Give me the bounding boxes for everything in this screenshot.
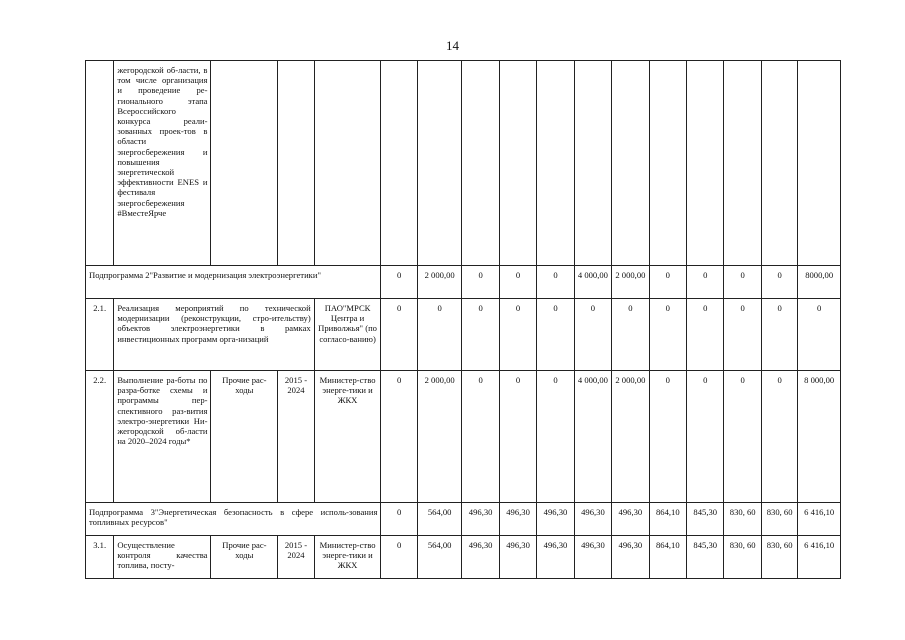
value-cell bbox=[499, 61, 536, 266]
event-name-cell: Реализация мероприятий по технической модернизации (реконструкции, стро-ительству) объектов электроэнергетики в рамках инвестиционных программ орга-низаций bbox=[114, 299, 314, 371]
table-row bbox=[86, 61, 841, 266]
value-cell: 0 bbox=[462, 371, 499, 503]
value-cell: 496,30 bbox=[612, 503, 649, 536]
value-cell: 0 bbox=[381, 503, 417, 536]
value-cell bbox=[462, 61, 499, 266]
table-row bbox=[86, 371, 841, 503]
value-cell bbox=[687, 61, 724, 266]
value-cell: 0 bbox=[761, 299, 797, 371]
event-name-cell: Осуществление контроля качества топлива, посту- bbox=[114, 536, 211, 579]
subprogram-row bbox=[86, 266, 841, 299]
value-cell: 0 bbox=[381, 371, 417, 503]
value-cell: 0 bbox=[649, 299, 686, 371]
value-cell: 0 bbox=[417, 299, 462, 371]
program-table bbox=[85, 60, 841, 579]
event-name-cell: Выполнение ра-боты по разра-ботке схемы и программы пер-спективного раз-вития электро-энергетики Ни-жегородской об-ласти на 2020–2024 годы* bbox=[114, 371, 211, 503]
value-cell bbox=[649, 61, 686, 266]
value-cell: 0 bbox=[381, 299, 417, 371]
period-cell: 2015 - 2024 bbox=[278, 371, 314, 503]
value-cell: 0 bbox=[761, 266, 797, 299]
value-cell: 830, 60 bbox=[761, 503, 797, 536]
value-cell: 0 bbox=[462, 266, 499, 299]
value-cell bbox=[724, 61, 761, 266]
value-cell bbox=[537, 61, 574, 266]
row-number-cell: 3.1. bbox=[86, 536, 114, 579]
value-cell: 0 bbox=[381, 266, 417, 299]
value-cell bbox=[761, 61, 797, 266]
value-cell bbox=[574, 61, 611, 266]
value-cell: 496,30 bbox=[462, 536, 499, 579]
value-cell: 0 bbox=[537, 299, 574, 371]
total-cell: 0 bbox=[798, 299, 841, 371]
value-cell bbox=[381, 61, 417, 266]
value-cell: 0 bbox=[499, 371, 536, 503]
value-cell: 830, 60 bbox=[724, 503, 761, 536]
value-cell: 0 bbox=[462, 299, 499, 371]
expense-type-cell bbox=[211, 61, 278, 266]
subprogram-title: Подпрограмма 3"Энергетическая безопасность в сфере исполь-зования топливных ресурсов" bbox=[86, 503, 381, 536]
value-cell: 2 000,00 bbox=[612, 266, 649, 299]
total-cell: 6 416,10 bbox=[798, 536, 841, 579]
value-cell: 0 bbox=[687, 266, 724, 299]
period-cell bbox=[278, 61, 314, 266]
value-cell: 0 bbox=[649, 371, 686, 503]
value-cell: 4 000,00 bbox=[574, 371, 611, 503]
value-cell: 496,30 bbox=[499, 536, 536, 579]
value-cell: 0 bbox=[537, 371, 574, 503]
event-name-cell: жегородской об-ласти, в том числе организация и проведение ре-гионального этапа Всероссийского конкурса реали-зованных проек-тов в области энергосбережения и повышения энергетической эффективности ENES и фестиваля энергосбережения #ВместеЯрче bbox=[114, 61, 211, 266]
value-cell bbox=[798, 61, 841, 266]
expense-type-cell: Прочие рас-ходы bbox=[211, 371, 278, 503]
executor-cell: Министер-ство энерге-тики и ЖКХ bbox=[314, 536, 381, 579]
value-cell: 830, 60 bbox=[761, 536, 797, 579]
value-cell: 2 000,00 bbox=[612, 371, 649, 503]
value-cell: 564,00 bbox=[417, 503, 462, 536]
row-number-cell: 2.1. bbox=[86, 299, 114, 371]
value-cell bbox=[612, 61, 649, 266]
value-cell: 2 000,00 bbox=[417, 266, 462, 299]
value-cell: 0 bbox=[612, 299, 649, 371]
value-cell: 0 bbox=[724, 266, 761, 299]
value-cell: 864,10 bbox=[649, 503, 686, 536]
value-cell bbox=[417, 61, 462, 266]
value-cell: 845,30 bbox=[687, 536, 724, 579]
value-cell: 496,30 bbox=[574, 503, 611, 536]
expense-type-cell: Прочие рас-ходы bbox=[211, 536, 278, 579]
executor-cell bbox=[314, 61, 381, 266]
value-cell: 0 bbox=[649, 266, 686, 299]
table-row bbox=[86, 299, 841, 371]
value-cell: 496,30 bbox=[499, 503, 536, 536]
value-cell: 0 bbox=[499, 299, 536, 371]
value-cell: 0 bbox=[724, 299, 761, 371]
value-cell: 845,30 bbox=[687, 503, 724, 536]
value-cell: 496,30 bbox=[574, 536, 611, 579]
period-cell: 2015 - 2024 bbox=[278, 536, 314, 579]
total-cell: 6 416,10 bbox=[798, 503, 841, 536]
value-cell: 2 000,00 bbox=[417, 371, 462, 503]
executor-cell: Министер-ство энерге-тики и ЖКХ bbox=[314, 371, 381, 503]
value-cell: 830, 60 bbox=[724, 536, 761, 579]
value-cell: 496,30 bbox=[537, 536, 574, 579]
value-cell: 0 bbox=[499, 266, 536, 299]
value-cell: 0 bbox=[537, 266, 574, 299]
row-number-cell bbox=[86, 61, 114, 266]
row-number-cell: 2.2. bbox=[86, 371, 114, 503]
value-cell: 0 bbox=[724, 371, 761, 503]
value-cell: 4 000,00 bbox=[574, 266, 611, 299]
total-cell: 8 000,00 bbox=[798, 371, 841, 503]
subprogram-title: Подпрограмма 2"Развитие и модернизация электроэнергетики" bbox=[86, 266, 381, 299]
value-cell: 0 bbox=[687, 371, 724, 503]
table-row bbox=[86, 536, 841, 579]
value-cell: 496,30 bbox=[537, 503, 574, 536]
value-cell: 0 bbox=[761, 371, 797, 503]
subprogram-row bbox=[86, 503, 841, 536]
value-cell: 0 bbox=[687, 299, 724, 371]
executor-cell: ПАО"МРСК Центра и Приволжья" (по согласо-ванию) bbox=[314, 299, 381, 371]
value-cell: 564,00 bbox=[417, 536, 462, 579]
total-cell: 8000,00 bbox=[798, 266, 841, 299]
value-cell: 0 bbox=[381, 536, 417, 579]
value-cell: 496,30 bbox=[462, 503, 499, 536]
value-cell: 496,30 bbox=[612, 536, 649, 579]
value-cell: 0 bbox=[574, 299, 611, 371]
page-number: 14 bbox=[446, 38, 459, 53]
value-cell: 864,10 bbox=[649, 536, 686, 579]
